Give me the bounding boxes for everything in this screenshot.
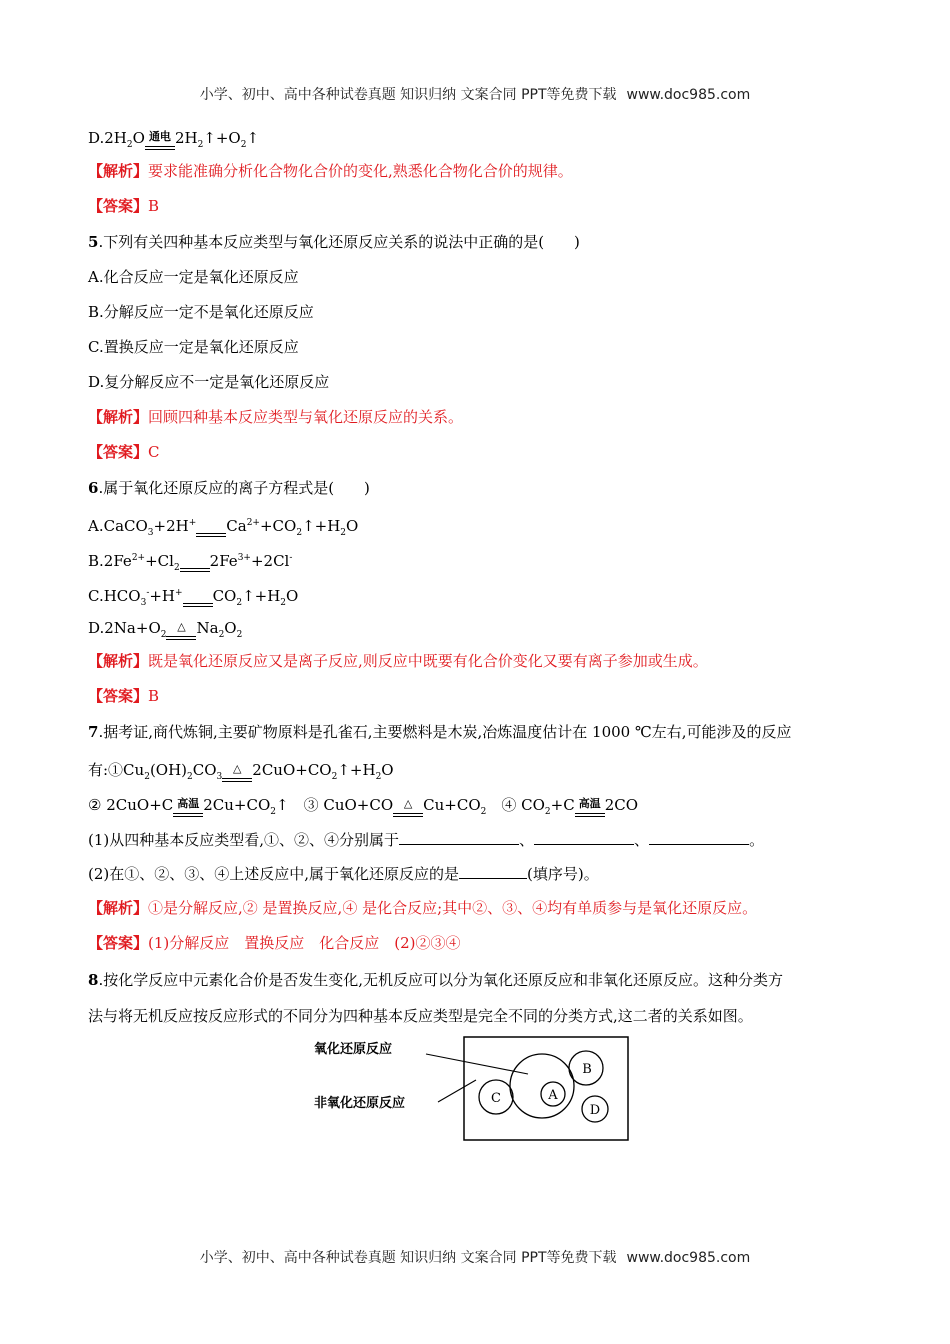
blank-1[interactable] [399, 830, 519, 845]
q8-stem-line2: 法与将无机反应按反应形式的不同分为四种基本反应类型是完全不同的分类方式,这二者的关系如图。 [88, 1007, 753, 1025]
q6-option-a: A.CaCO$_3$+2H+ $Ca^{2+}+CO_2↑+H_2O$ [88, 517, 359, 538]
reaction-condition-arrow: 通电 [145, 135, 175, 155]
q6-analysis: 【解析】既是氧化还原反应又是离子反应,则反应中既要有化合价变化又要有离子参加或生成。 [88, 652, 708, 670]
q6-stem: 6.属于氧化还原反应的离子方程式是( ) [88, 479, 370, 497]
venn-diagram [310, 1034, 630, 1142]
q5-option-b: B.分解反应一定不是氧化还原反应 [88, 303, 314, 321]
footer-url[interactable]: www.doc985.com [626, 1250, 751, 1266]
q5-option-a: A.化合反应一定是氧化还原反应 [88, 268, 299, 286]
blank-4[interactable] [459, 864, 527, 879]
header-url[interactable]: www.doc985.com [626, 87, 751, 103]
label-d: D [589, 1103, 601, 1118]
q5-analysis: 【解析】回顾四种基本反应类型与氧化还原反应的关系。 [88, 408, 464, 426]
label-redox: 氧化还原反应 [314, 1042, 393, 1057]
q4-analysis: 【解析】要求能准确分析化合物化合价的变化,熟悉化合物化合价的规律。 [88, 162, 573, 180]
q7-stem-line1: 7.据考证,商代炼铜,主要矿物原料是孔雀石,主要燃料是木炭,冶炼温度估计在 1000 ℃左右,可能涉及的反应 [88, 723, 792, 741]
blank-2[interactable] [534, 830, 634, 845]
page-footer [0, 1247, 950, 1267]
q4-answer: 【答案】B [88, 197, 160, 215]
q6-option-c: $C.HCO_3^-+H^+$ $CO_2↑+H_2O$ [88, 587, 299, 608]
label-nonredox: 非氧化还原反应 [314, 1096, 406, 1111]
redox-circle [510, 1054, 574, 1118]
label-b: B [582, 1062, 592, 1077]
q5-stem: 5.下列有关四种基本反应类型与氧化还原反应关系的说法中正确的是( ) [88, 233, 580, 251]
q5-option-c: C.置换反应一定是氧化还原反应 [88, 338, 299, 356]
q7-reactions-2-4: ② 2CuO+C 高温 $2Cu+CO_2↑$ ③ CuO+CO △ $Cu+CO_2$ ④ $CO_2+C$ 高温 2CO [88, 796, 639, 817]
outer-box [464, 1037, 628, 1140]
pointer-redox [426, 1054, 528, 1074]
q4-option-d: $D.2H_2O$ 通电 $2H_2↑+O_2↑$ [88, 128, 259, 155]
label-c: C [491, 1091, 501, 1106]
footer-text: 小学、初中、高中各种试卷真题 知识归纳 文案合同 PPT等免费下载 [199, 1250, 617, 1266]
label-a: A [548, 1088, 558, 1103]
blank-3[interactable] [649, 830, 749, 845]
page-header [0, 84, 950, 104]
q5-option-d: D.复分解反应不一定是氧化还原反应 [88, 373, 330, 391]
q7-sub2: (2)在①、②、③、④上述反应中,属于氧化还原反应的是 (填序号)。 [88, 865, 599, 883]
q6-option-b: $B.2Fe^{2+}+Cl_2$ $2Fe^{3+}+2Cl^-$ [88, 552, 293, 573]
q7-answer: 【答案】(1)分解反应 置换反应 化合反应 (2)②③④ [88, 934, 461, 952]
q6-answer: 【答案】B [88, 687, 160, 705]
q5-answer: 【答案】C [88, 443, 160, 461]
header-text: 小学、初中、高中各种试卷真题 知识归纳 文案合同 PPT等免费下载 [199, 87, 617, 103]
q7-sub1: (1)从四种基本反应类型看,①、②、④分别属于 、 、 。 [88, 831, 765, 849]
pointer-nonredox [438, 1080, 476, 1102]
q7-reaction-1: 有$:①Cu_2(OH)_2CO_3$ △ $2CuO+CO_2↑+H_2O$ [88, 761, 394, 782]
q6-option-d: $D.2Na+O_2$ △ $Na_2O_2$ [88, 619, 243, 640]
q8-stem-line1: 8.按化学反应中元素化合价是否发生变化,无机反应可以分为氧化还原反应和非氧化还原反应。这种分类方 [88, 971, 783, 989]
q7-analysis: 【解析】①是分解反应,② 是置换反应,④ 是化合反应;其中②、③、④均有单质参与是氧化还原反应。 [88, 899, 758, 917]
